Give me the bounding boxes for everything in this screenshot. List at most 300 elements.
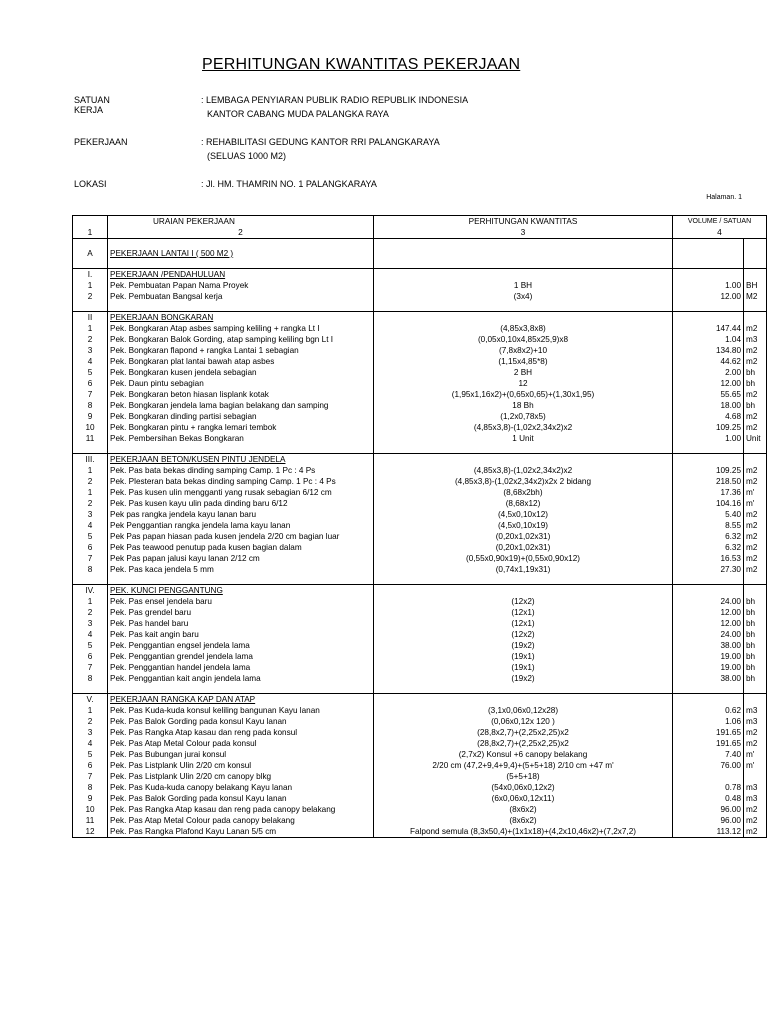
row-perhitungan: (4,5x0,10x19) xyxy=(374,520,673,531)
table-row xyxy=(73,520,767,531)
row-perhitungan: (0,20x1,02x31) xyxy=(374,542,673,553)
section-label: PEKERJAAN RANGKA KAP DAN ATAP xyxy=(108,694,374,706)
section-no: II xyxy=(73,312,108,324)
row-perhitungan: (7,8x8x2)+10 xyxy=(374,345,673,356)
table-row xyxy=(73,487,767,498)
row-satuan: m2 xyxy=(744,476,767,487)
row-volume: 4.68 xyxy=(673,411,744,422)
row-uraian: Pek. Pas Balok Gording pada konsul Kayu lanan xyxy=(108,793,374,804)
row-uraian: Pek. Pas Listplank Ulin 2/20 cm canopy blkg xyxy=(108,771,374,782)
satuan-kerja-value-2: KANTOR CABANG MUDA PALANGKA RAYA xyxy=(207,109,389,119)
row-volume: 113.12 xyxy=(673,826,744,838)
table-row xyxy=(73,793,767,804)
row-satuan: m2 xyxy=(744,323,767,334)
row-no: 8 xyxy=(73,673,108,684)
row-satuan: bh xyxy=(744,400,767,411)
row-perhitungan: (19x2) xyxy=(374,673,673,684)
row-no: 7 xyxy=(73,553,108,564)
row-no: 1 xyxy=(73,280,108,291)
table-row xyxy=(73,433,767,444)
section-heading-row xyxy=(73,585,767,597)
table-row xyxy=(73,618,767,629)
row-satuan: bh xyxy=(744,651,767,662)
table-row xyxy=(73,345,767,356)
row-satuan: m3 xyxy=(744,716,767,727)
spacer-row xyxy=(73,444,767,454)
table-row xyxy=(73,356,767,367)
row-uraian: Pek. Pas Rangka Atap kasau dan reng pada canopy belakang xyxy=(108,804,374,815)
lokasi-label: LOKASI xyxy=(74,179,107,189)
row-perhitungan: (0,05x0,10x4,85x25,9)x8 xyxy=(374,334,673,345)
spacer-row xyxy=(73,684,767,694)
row-perhitungan: (1,15x4,85*8) xyxy=(374,356,673,367)
row-volume: 0.62 xyxy=(673,705,744,716)
row-uraian: Pek. Pas Rangka Atap kasau dan reng pada konsul xyxy=(108,727,374,738)
row-no: 6 xyxy=(73,651,108,662)
row-perhitungan: (19x1) xyxy=(374,651,673,662)
row-perhitungan: (8,68x2bh) xyxy=(374,487,673,498)
row-volume: 0.48 xyxy=(673,793,744,804)
row-volume: 27.30 xyxy=(673,564,744,575)
row-no: 12 xyxy=(73,826,108,838)
row-perhitungan: 12 xyxy=(374,378,673,389)
row-volume: 134.80 xyxy=(673,345,744,356)
row-no: 3 xyxy=(73,345,108,356)
row-satuan: m2 xyxy=(744,553,767,564)
row-no: 2 xyxy=(73,498,108,509)
row-uraian: Pek. Bongkaran pintu + rangka lemari tembok xyxy=(108,422,374,433)
table-row xyxy=(73,422,767,433)
row-satuan: m2 xyxy=(744,345,767,356)
row-satuan: m2 xyxy=(744,509,767,520)
row-volume: 12.00 xyxy=(673,607,744,618)
row-satuan: m2 xyxy=(744,465,767,476)
table-row xyxy=(73,662,767,673)
spacer-row xyxy=(73,239,767,249)
row-uraian: Pek. Bongkaran flapond + rangka Lantai 1 sebagian xyxy=(108,345,374,356)
row-no: 8 xyxy=(73,400,108,411)
row-volume: 1.00 xyxy=(673,280,744,291)
row-perhitungan: 2 BH xyxy=(374,367,673,378)
lokasi-value: : Jl. HM. THAMRIN NO. 1 PALANGKARAYA xyxy=(201,179,377,189)
row-satuan: m2 xyxy=(744,804,767,815)
row-satuan: m3 xyxy=(744,334,767,345)
col-uraian-header: URAIAN PEKERJAAN xyxy=(108,216,374,228)
section-label: PEKERJAAN BONGKARAN xyxy=(108,312,374,324)
row-no: 5 xyxy=(73,367,108,378)
row-perhitungan: (8,68x12) xyxy=(374,498,673,509)
row-volume: 147.44 xyxy=(673,323,744,334)
row-volume: 12.00 xyxy=(673,618,744,629)
row-satuan: m2 xyxy=(744,826,767,838)
table-row xyxy=(73,826,767,838)
section-no: III. xyxy=(73,454,108,466)
row-no: 5 xyxy=(73,531,108,542)
row-satuan: bh xyxy=(744,662,767,673)
table-row xyxy=(73,334,767,345)
row-perhitungan: (28,8x2,7)+(2,25x2,25)x2 xyxy=(374,727,673,738)
section-heading-row xyxy=(73,454,767,466)
row-satuan: m2 xyxy=(744,542,767,553)
row-perhitungan: (3x4) xyxy=(374,291,673,302)
row-no: 7 xyxy=(73,662,108,673)
row-no: 2 xyxy=(73,716,108,727)
row-uraian: Pek. Pas Balok Gording pada konsul Kayu lanan xyxy=(108,716,374,727)
row-volume xyxy=(673,771,744,782)
table-row xyxy=(73,596,767,607)
row-satuan: m2 xyxy=(744,422,767,433)
row-satuan: m' xyxy=(744,487,767,498)
page-title: PERHITUNGAN KWANTITAS PEKERJAAN xyxy=(202,56,521,73)
table-row xyxy=(73,323,767,334)
row-satuan: M2 xyxy=(744,291,767,302)
table-row xyxy=(73,542,767,553)
table-row xyxy=(73,629,767,640)
row-perhitungan: (0,20x1,02x31) xyxy=(374,531,673,542)
row-volume: 17.36 xyxy=(673,487,744,498)
row-volume: 1.04 xyxy=(673,334,744,345)
row-volume: 76.00 xyxy=(673,760,744,771)
row-volume: 191.65 xyxy=(673,727,744,738)
row-volume: 1.00 xyxy=(673,433,744,444)
row-no: 1 xyxy=(73,487,108,498)
row-no: 7 xyxy=(73,771,108,782)
row-perhitungan: 2/20 cm (47,2+9,4+9,4)+(5+5+18) 2/10 cm +47 m' xyxy=(374,760,673,771)
row-volume: 2.00 xyxy=(673,367,744,378)
row-no: 4 xyxy=(73,520,108,531)
row-perhitungan: 18 Bh xyxy=(374,400,673,411)
row-satuan: bh xyxy=(744,640,767,651)
pekerjaan-value-2: (SELUAS 1000 M2) xyxy=(207,151,287,161)
row-volume: 12.00 xyxy=(673,291,744,302)
row-satuan: m' xyxy=(744,749,767,760)
row-perhitungan: (1,95x1,16x2)+(0,65x0,65)+(1,30x1,95) xyxy=(374,389,673,400)
row-uraian: Pek. Penggantian kait angin jendela lama xyxy=(108,673,374,684)
row-perhitungan: (0,55x0,90x19)+(0,55x0,90x12) xyxy=(374,553,673,564)
row-volume: 0.78 xyxy=(673,782,744,793)
row-no: 1 xyxy=(73,465,108,476)
row-uraian: Pek. Daun pintu sebagian xyxy=(108,378,374,389)
row-satuan: bh xyxy=(744,629,767,640)
row-no: 7 xyxy=(73,389,108,400)
section-label: PEKERJAAN BETON/KUSEN PINTU JENDELA xyxy=(108,454,374,466)
row-volume: 5.40 xyxy=(673,509,744,520)
row-perhitungan: (12x2) xyxy=(374,596,673,607)
row-satuan: bh xyxy=(744,673,767,684)
table-row xyxy=(73,400,767,411)
row-no: 1 xyxy=(73,596,108,607)
row-perhitungan: (12x1) xyxy=(374,618,673,629)
row-satuan: m' xyxy=(744,498,767,509)
section-label: PEKERJAAN /PENDAHULUAN xyxy=(108,269,374,281)
table-row xyxy=(73,509,767,520)
row-satuan: m2 xyxy=(744,531,767,542)
row-no: 6 xyxy=(73,542,108,553)
table-row xyxy=(73,607,767,618)
row-uraian: Pek Pas teawood penutup pada kusen bagian dalam xyxy=(108,542,374,553)
row-volume: 109.25 xyxy=(673,465,744,476)
row-satuan: m' xyxy=(744,760,767,771)
row-satuan: m3 xyxy=(744,782,767,793)
row-no: 11 xyxy=(73,815,108,826)
row-uraian: Pek. Bongkaran Atap asbes samping keliling + rangka Lt I xyxy=(108,323,374,334)
row-perhitungan: (5+5+18) xyxy=(374,771,673,782)
row-satuan xyxy=(744,771,767,782)
quantity-table xyxy=(72,215,767,838)
row-perhitungan: (3,1x0,06x0,12x28) xyxy=(374,705,673,716)
row-perhitungan: Falpond semula (8,3x50,4)+(1x1x18)+(4,2x10,46x2)+(7,2x7,2) xyxy=(374,826,673,838)
row-uraian: Pek. Bongkaran Balok Gording, atap samping keliling bgn Lt I xyxy=(108,334,374,345)
row-no: 2 xyxy=(73,291,108,302)
row-satuan: m2 xyxy=(744,727,767,738)
col-no-header xyxy=(73,216,108,228)
row-perhitungan: (54x0,06x0,12x2) xyxy=(374,782,673,793)
row-uraian: Pek. Pembuatan Papan Nama Proyek xyxy=(108,280,374,291)
row-volume: 109.25 xyxy=(673,422,744,433)
table-row xyxy=(73,749,767,760)
row-perhitungan: (8x6x2) xyxy=(374,815,673,826)
table-row xyxy=(73,411,767,422)
row-no: 3 xyxy=(73,509,108,520)
page-number: Halaman. 1 xyxy=(706,194,742,201)
row-no: 8 xyxy=(73,564,108,575)
col-number-2: 2 xyxy=(108,227,374,239)
main-heading-no: A xyxy=(73,248,108,259)
table-row xyxy=(73,367,767,378)
row-no: 1 xyxy=(73,705,108,716)
row-uraian: Pek. Pembersihan Bekas Bongkaran xyxy=(108,433,374,444)
row-no: 1 xyxy=(73,323,108,334)
row-no: 4 xyxy=(73,629,108,640)
main-heading-label: PEKERJAAN LANTAI I ( 500 M2 ) xyxy=(108,248,374,259)
row-volume: 104.16 xyxy=(673,498,744,509)
row-perhitungan: (4,85x3,8)-(1,02x2,34x2)x2 xyxy=(374,422,673,433)
row-uraian: Pek. Bongkaran beton hiasan lisplank kotak xyxy=(108,389,374,400)
row-satuan: m3 xyxy=(744,793,767,804)
row-perhitungan: (0,06x0,12x 120 ) xyxy=(374,716,673,727)
row-satuan: bh xyxy=(744,596,767,607)
row-no: 2 xyxy=(73,476,108,487)
row-perhitungan: (12x1) xyxy=(374,607,673,618)
table-row xyxy=(73,651,767,662)
row-satuan: m3 xyxy=(744,705,767,716)
row-volume: 218.50 xyxy=(673,476,744,487)
row-satuan: m2 xyxy=(744,356,767,367)
section-heading-row xyxy=(73,312,767,324)
table-row xyxy=(73,531,767,542)
row-uraian: Pek. Bongkaran jendela lama bagian belakang dan samping xyxy=(108,400,374,411)
row-volume: 44.62 xyxy=(673,356,744,367)
table-row xyxy=(73,564,767,575)
spacer-row xyxy=(73,575,767,585)
row-uraian: Pek. Bongkaran dinding partisi sebagian xyxy=(108,411,374,422)
row-uraian: Pek. Plesteran bata bekas dinding samping Camp. 1 Pc : 4 Ps xyxy=(108,476,374,487)
table-row xyxy=(73,291,767,302)
row-uraian: Pek. Pas Listplank Ulin 2/20 cm konsul xyxy=(108,760,374,771)
row-satuan: bh xyxy=(744,378,767,389)
table-row xyxy=(73,727,767,738)
row-no: 9 xyxy=(73,793,108,804)
row-perhitungan: (19x2) xyxy=(374,640,673,651)
column-header-row xyxy=(73,216,767,228)
row-satuan: bh xyxy=(744,607,767,618)
row-volume: 8.55 xyxy=(673,520,744,531)
pekerjaan-value: : REHABILITASI GEDUNG KANTOR RRI PALANGKARAYA xyxy=(201,137,440,147)
row-no: 9 xyxy=(73,411,108,422)
row-satuan: m2 xyxy=(744,411,767,422)
row-perhitungan: (4,85x3,8x8) xyxy=(374,323,673,334)
row-satuan: BH xyxy=(744,280,767,291)
row-uraian: Pek. Pembuatan Bangsal kerja xyxy=(108,291,374,302)
row-uraian: Pek. Pas ensel jendela baru xyxy=(108,596,374,607)
row-perhitungan: (4,5x0,10x12) xyxy=(374,509,673,520)
row-satuan: m2 xyxy=(744,738,767,749)
column-number-row xyxy=(73,227,767,239)
row-volume: 1.06 xyxy=(673,716,744,727)
row-no: 3 xyxy=(73,727,108,738)
row-perhitungan: (28,8x2,7)+(2,25x2,25)x2 xyxy=(374,738,673,749)
row-uraian: Pek. Penggantian handel jendela lama xyxy=(108,662,374,673)
row-volume: 19.00 xyxy=(673,651,744,662)
table-row xyxy=(73,498,767,509)
row-perhitungan: (4,85x3,8)-(1,02x2,34x2)x2x 2 bidang xyxy=(374,476,673,487)
section-no: IV. xyxy=(73,585,108,597)
satuan-kerja-value: : LEMBAGA PENYIARAN PUBLIK RADIO REPUBLIK INDONESIA xyxy=(201,95,469,105)
row-volume: 191.65 xyxy=(673,738,744,749)
row-volume: 16.53 xyxy=(673,553,744,564)
row-volume: 38.00 xyxy=(673,673,744,684)
row-perhitungan: (2,7x2) Konsul +6 canopy belakang xyxy=(374,749,673,760)
row-satuan: bh xyxy=(744,367,767,378)
table-row xyxy=(73,705,767,716)
row-satuan: m2 xyxy=(744,564,767,575)
row-uraian: Pek pas rangka jendela kayu lanan baru xyxy=(108,509,374,520)
row-volume: 38.00 xyxy=(673,640,744,651)
row-uraian: Pek. Pas bata bekas dinding samping Camp. 1 Pc : 4 Ps xyxy=(108,465,374,476)
row-perhitungan: 1 BH xyxy=(374,280,673,291)
table-row xyxy=(73,553,767,564)
section-heading-row xyxy=(73,694,767,706)
row-no: 5 xyxy=(73,640,108,651)
row-volume: 12.00 xyxy=(673,378,744,389)
table-row xyxy=(73,673,767,684)
row-volume: 6.32 xyxy=(673,531,744,542)
row-volume: 19.00 xyxy=(673,662,744,673)
row-no: 10 xyxy=(73,804,108,815)
row-no: 2 xyxy=(73,607,108,618)
row-perhitungan: (6x0,06x0,12x11) xyxy=(374,793,673,804)
col-number-1: 1 xyxy=(73,227,108,239)
table-row xyxy=(73,640,767,651)
table-row xyxy=(73,465,767,476)
row-volume: 96.00 xyxy=(673,815,744,826)
table-row xyxy=(73,389,767,400)
row-no: 4 xyxy=(73,738,108,749)
col-number-3: 3 xyxy=(374,227,673,239)
col-volume-header: VOLUME / SATUAN xyxy=(673,216,767,228)
row-uraian: Pek Pas papan hiasan pada kusen jendela 2/20 cm bagian luar xyxy=(108,531,374,542)
row-no: 8 xyxy=(73,782,108,793)
row-satuan: m2 xyxy=(744,815,767,826)
row-uraian: Pek. Pas kaca jendela 5 mm xyxy=(108,564,374,575)
section-label: PEK. KUNCI PENGGANTUNG xyxy=(108,585,374,597)
row-uraian: Pek. Pas grendel baru xyxy=(108,607,374,618)
row-perhitungan: (12x2) xyxy=(374,629,673,640)
spacer-row xyxy=(73,302,767,312)
section-no: V. xyxy=(73,694,108,706)
table-row xyxy=(73,378,767,389)
row-volume: 96.00 xyxy=(673,804,744,815)
row-volume: 6.32 xyxy=(673,542,744,553)
main-heading-row xyxy=(73,248,767,259)
row-uraian: Pek. Bongkaran plat lantai bawah atap asbes xyxy=(108,356,374,367)
table-row xyxy=(73,476,767,487)
row-perhitungan: (4,85x3,8)-(1,02x2,34x2)x2 xyxy=(374,465,673,476)
row-no: 2 xyxy=(73,334,108,345)
row-no: 6 xyxy=(73,378,108,389)
table-row xyxy=(73,280,767,291)
row-perhitungan: (1,2x0,78x5) xyxy=(374,411,673,422)
row-volume: 18.00 xyxy=(673,400,744,411)
table-row xyxy=(73,782,767,793)
row-uraian: Pek. Pas Bubungan jurai konsul xyxy=(108,749,374,760)
row-uraian: Pek. Pas kusen ulin mengganti yang rusak sebagian 6/12 cm xyxy=(108,487,374,498)
row-satuan: bh xyxy=(744,618,767,629)
row-uraian: Pek. Bongkaran kusen jendela sebagian xyxy=(108,367,374,378)
row-perhitungan: (19x1) xyxy=(374,662,673,673)
row-no: 11 xyxy=(73,433,108,444)
row-perhitungan: (0,74x1,19x31) xyxy=(374,564,673,575)
row-volume: 7.40 xyxy=(673,749,744,760)
row-perhitungan: 1 Unit xyxy=(374,433,673,444)
row-uraian: Pek. Pas Kuda-kuda canopy belakang Kayu lanan xyxy=(108,782,374,793)
pekerjaan-label: PEKERJAAN xyxy=(74,137,128,147)
table-row xyxy=(73,815,767,826)
col-perhitungan-header: PERHITUNGAN KWANTITAS xyxy=(374,216,673,228)
table-row xyxy=(73,716,767,727)
row-uraian: Pek. Pas Atap Metal Colour pada konsul xyxy=(108,738,374,749)
row-uraian: Pek. Penggantian grendel jendela lama xyxy=(108,651,374,662)
section-no: I. xyxy=(73,269,108,281)
row-uraian: Pek. Pas kusen kayu ulin pada dinding baru 6/12 xyxy=(108,498,374,509)
row-uraian: Pek Pas papan jalusi kayu lanan 2/12 cm xyxy=(108,553,374,564)
row-uraian: Pek Penggantian rangka jendela lama kayu lanan xyxy=(108,520,374,531)
row-uraian: Pek. Pas Rangka Plafond Kayu Lanan 5/5 cm xyxy=(108,826,374,838)
row-satuan: m2 xyxy=(744,389,767,400)
section-heading-row xyxy=(73,269,767,281)
row-no: 10 xyxy=(73,422,108,433)
col-number-4: 4 xyxy=(673,227,767,239)
quantity-table-body xyxy=(73,216,767,838)
table-row xyxy=(73,771,767,782)
row-perhitungan: (8x6x2) xyxy=(374,804,673,815)
row-no: 3 xyxy=(73,618,108,629)
table-row xyxy=(73,804,767,815)
row-volume: 55.65 xyxy=(673,389,744,400)
row-no: 5 xyxy=(73,749,108,760)
row-uraian: Pek. Penggantian engsel jendela lama xyxy=(108,640,374,651)
row-volume: 24.00 xyxy=(673,629,744,640)
row-no: 6 xyxy=(73,760,108,771)
row-uraian: Pek. Pas Atap Metal Colour pada canopy belakang xyxy=(108,815,374,826)
row-uraian: Pek. Pas kait angin baru xyxy=(108,629,374,640)
row-satuan: m2 xyxy=(744,520,767,531)
row-uraian: Pek. Pas Kuda-kuda konsul keliling bangunan Kayu lanan xyxy=(108,705,374,716)
table-row xyxy=(73,738,767,749)
table-row xyxy=(73,760,767,771)
satuan-kerja-label: SATUAN KERJA xyxy=(74,95,110,115)
row-no: 4 xyxy=(73,356,108,367)
